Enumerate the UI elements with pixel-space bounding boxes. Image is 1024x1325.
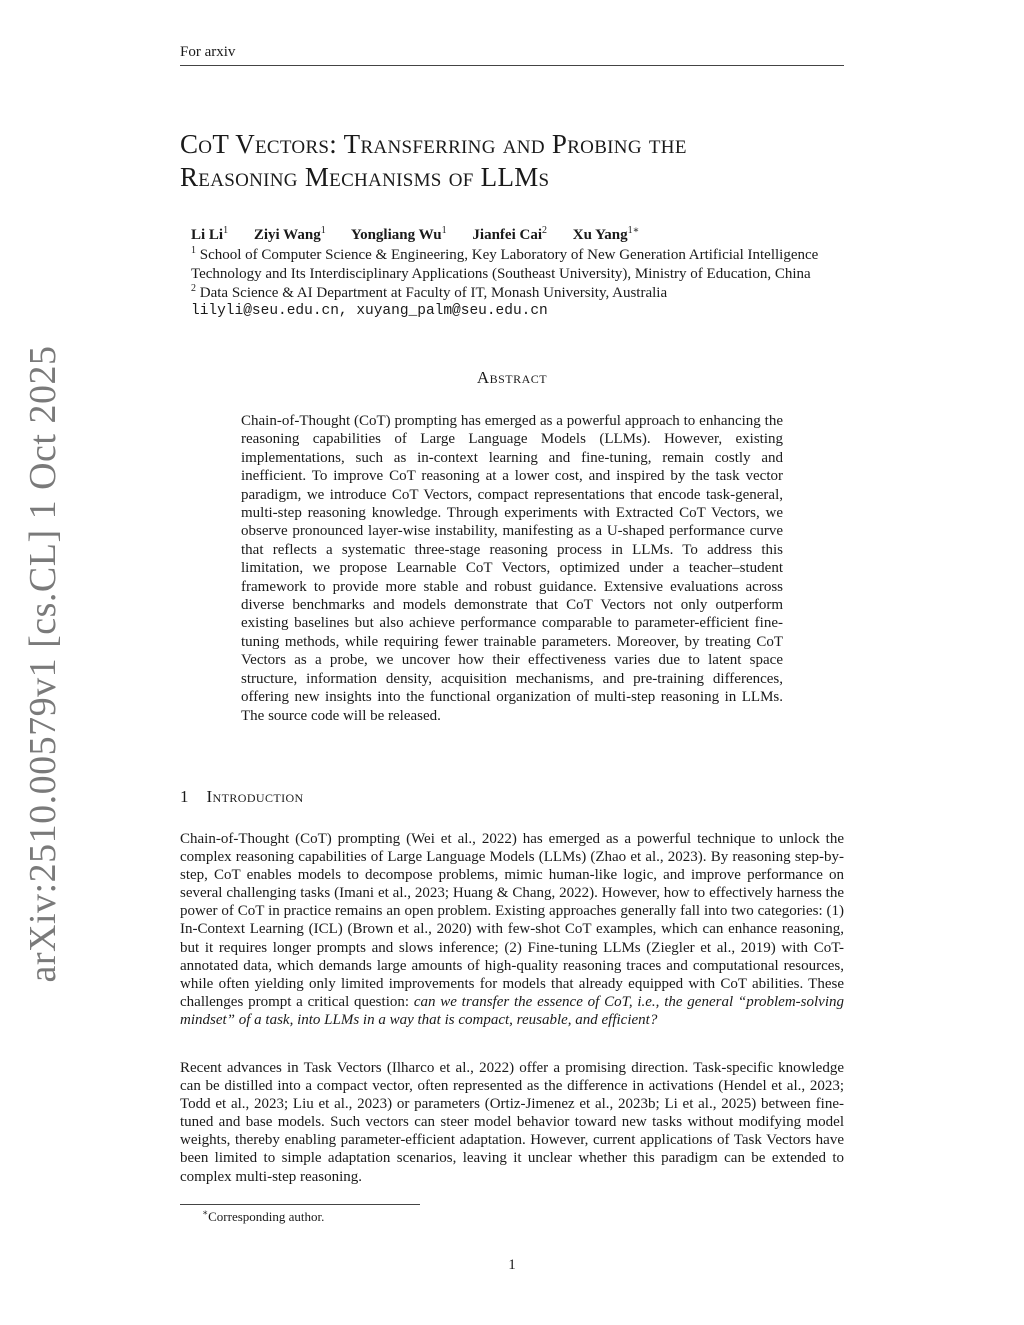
- affiliation-1-continued: Technology and Its Interdisciplinary Applications (Southeast University), Ministry of Education, China: [191, 266, 811, 282]
- paper-title-line-2: Reasoning Mechanisms of LLMs: [180, 162, 550, 192]
- affiliation-1: $^1$ School of Computer Science & Engineering, Key Laboratory of New Generation Artificial Intelligence: [191, 245, 819, 263]
- author: Li Li$^1$: [191, 225, 229, 243]
- author: Jianfei Cai$^2$: [472, 225, 547, 243]
- author: Yongliang Wu$^1$: [350, 225, 447, 243]
- intro-paragraph-1: Chain-of-Thought (CoT) prompting (Wei et al., 2022) has emerged as a powerful technique to unlock the complex reasoning capabilities of Large Language Models (LLMs) (Zhao et al., 2023). By reasoning step-by-step, CoT enables models to decompose problems, mimic human-like logic, and improve performance on several challenging tasks (Imani et al., 2023; Huang & Chang, 2022). However, how to effectively harness the power of CoT in practice remains an open problem. Existing approaches generally fall into two categories: (1) In-Context Learning (ICL) (Brown et al., 2020) with few-shot CoT examples, which can enhance reasoning, but it requires longer prompts and slows inference; (2) Fine-tuning LLMs (Ziegler et al., 2019) with CoT-annotated data, which demands large amounts of high-quality reasoning traces and computational resources, while often yielding only limited improvements for models that already equipped with CoT abilities. These challenges prompt a critical question: can we transfer the essence of CoT, i.e., the general “problem-solving mindset” of a task, into LLMs in a way that is compact, reusable, and efficient?: [180, 831, 844, 1028]
- intro-paragraph-2: Recent advances in Task Vectors (Ilharco et al., 2022) offer a promising direction. Task-specific knowledge can be distilled into a compact vector, often represented as the difference in activations (Hendel et al., 2023; Todd et al., 2023; Liu et al., 2023) or parameters (Ortiz-Jimenez et al., 2023b; Li et al., 2025) between fine-tuned and base models. Such vectors can steer model behavior toward new tasks without modifying model weights, thereby enabling parameter-efficient adaptation. However, current applications of Task Vectors have been limited to simple adaptation scenarios, leaving it unclear whether this paradigm can be extended to complex multi-step reasoning.: [180, 1060, 844, 1185]
- paper-title-line-1: CoT Vectors: Transferring and Probing the: [180, 129, 687, 159]
- research-question: can we transfer the essence of CoT, i.e., the general “problem-solving mindset” of a task, into LLMs in a way that is compact, reusable, and efficient?: [180, 993, 844, 1028]
- section-heading: [180, 787, 304, 807]
- author: Ziyi Wang$^1$: [253, 225, 326, 243]
- section-title: Introduction: [206, 787, 304, 806]
- abstract-body: Chain-of-Thought (CoT) prompting has emerged as a powerful approach to enhancing the reasoning capabilities of Large Language Models (LLMs). However, existing implementations, such as in-context learning and fine-tuning, remain costly and inefficient. To improve CoT reasoning at a lower cost, and inspired by the task vector paradigm, we introduce CoT Vectors, compact representations that encode task-general, multi-step reasoning knowledge. Through experiments with Extracted CoT Vectors, we observe pronounced layer-wise instability, manifesting as a U-shaped performance curve that reflects a systematic three-stage reasoning process in LLMs. To address this limitation, we propose Learnable CoT Vectors, optimized under a teacher–student framework to provide more stable and robust guidance. Extensive evaluations across diverse benchmarks and models demonstrate that CoT Vectors not only outperform existing baselines but also achieve performance comparable to parameter-efficient fine-tuning methods, while requiring fewer trainable parameters. Moreover, by treating CoT Vectors as a probe, we uncover how their effectiveness varies due to latent space structure, information density, acquisition mechanisms, and pre-training differences, offering new insights into the functional organization of multi-step reasoning in LLMs. The source code will be released.: [241, 413, 783, 724]
- paper-title: [180, 128, 860, 194]
- running-header: For arxiv: [180, 44, 236, 60]
- section-number: 1: [180, 787, 189, 806]
- page-number: 1: [508, 1257, 516, 1273]
- author: Xu Yang$^{1∗}$: [572, 225, 640, 243]
- footnote: ∗Corresponding author.: [202, 1207, 325, 1224]
- header-rule: [180, 65, 844, 66]
- affiliation-2: $^2$ Data Science & AI Department at Faculty of IT, Monash University, Australia: [191, 283, 668, 301]
- author-list: [191, 227, 661, 244]
- author-emails: lilyli@seu.edu.cn, xuyang_palm@seu.edu.cn: [191, 303, 548, 319]
- footnote-rule: [180, 1204, 420, 1205]
- abstract-heading: Abstract: [476, 368, 548, 387]
